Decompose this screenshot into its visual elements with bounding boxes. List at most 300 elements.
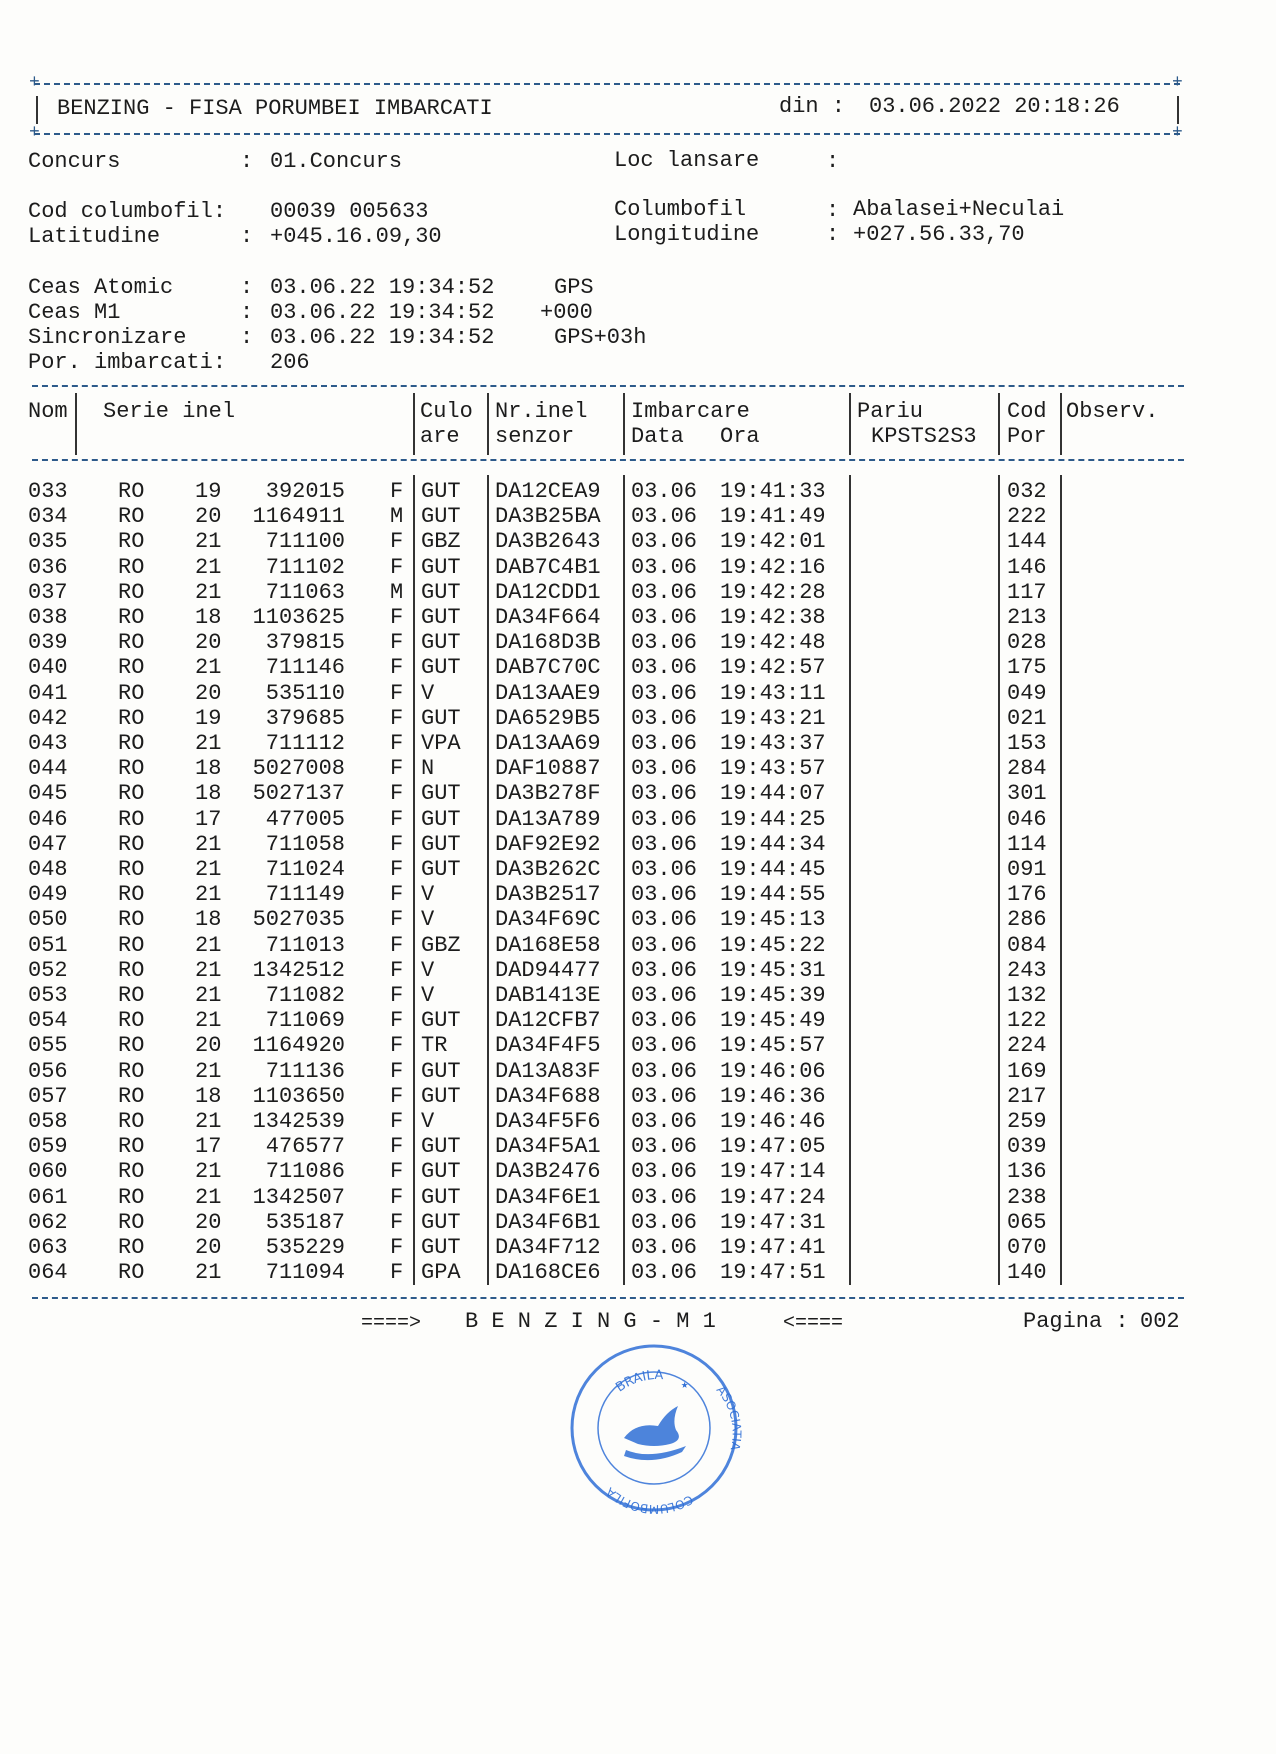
din-label: din : (779, 94, 846, 119)
stamp-top-text: BRAILA (613, 1368, 664, 1396)
cell-an: 19 (195, 479, 222, 504)
cell-cod: 136 (1007, 1159, 1047, 1184)
cell-ora: 19:43:11 (720, 681, 826, 706)
cell-sex: M (390, 580, 404, 605)
cell-data: 03.06 (631, 605, 698, 630)
cell-an: 19 (195, 706, 222, 731)
colon: : (826, 149, 840, 174)
cell-culoare: V (421, 907, 435, 932)
cell-sex: F (390, 1059, 404, 1084)
colon: : (826, 222, 840, 247)
cell-culoare: GUT (421, 807, 461, 832)
cell-senzor: DA12CFB7 (495, 1008, 601, 1033)
cell-culoare: V (421, 882, 435, 907)
por-imbarcati-value: 206 (270, 350, 310, 375)
cell-nom: 054 (28, 1008, 68, 1033)
cell-sex: F (390, 1084, 404, 1109)
stamp-side-text: ASOCIATIA (713, 1382, 744, 1452)
cell-culoare: V (421, 681, 435, 706)
cell-nr: 535187 (265, 1210, 345, 1235)
cell-cod: 301 (1007, 781, 1047, 806)
cell-nr: 711024 (265, 857, 345, 882)
ceas-atomic-label: Ceas Atomic (28, 275, 174, 300)
cell-sex: F (390, 1159, 404, 1184)
cell-sex: F (390, 882, 404, 907)
cell-data: 03.06 (631, 882, 698, 907)
col-header-por: Por (1007, 424, 1047, 449)
cell-cod: 169 (1007, 1059, 1047, 1084)
cell-data: 03.06 (631, 630, 698, 655)
cell-an: 20 (195, 681, 222, 706)
cell-ora: 19:47:05 (720, 1134, 826, 1159)
cell-sex: F (390, 630, 404, 655)
pagina-value: 002 (1140, 1309, 1180, 1334)
col-header-cod: Cod (1007, 399, 1047, 424)
cell-culoare: GPA (421, 1260, 461, 1285)
cell-senzor: DA12CEA9 (495, 479, 601, 504)
cell-an: 21 (195, 731, 222, 756)
cell-nom: 034 (28, 504, 68, 529)
cell-an: 21 (195, 933, 222, 958)
report-datetime: 03.06.2022 20:18:26 (869, 94, 1120, 119)
cell-data: 03.06 (631, 1033, 698, 1058)
cell-senzor: DA34F712 (495, 1235, 601, 1260)
cell-sex: F (390, 983, 404, 1008)
cell-sex: F (390, 1210, 404, 1235)
cell-cod: 224 (1007, 1033, 1047, 1058)
cell-an: 17 (195, 1134, 222, 1159)
cell-data: 03.06 (631, 1210, 698, 1235)
cell-sex: F (390, 1008, 404, 1033)
cell-sex: F (390, 1235, 404, 1260)
cell-nom: 049 (28, 882, 68, 907)
cell-culoare: GBZ (421, 529, 461, 554)
cell-sex: F (390, 1109, 404, 1134)
cell-sex: F (390, 605, 404, 630)
pagina-label: Pagina : (1023, 1309, 1129, 1334)
cell-nr: 1164920 (252, 1033, 345, 1058)
cell-nom: 035 (28, 529, 68, 554)
cell-nom: 057 (28, 1084, 68, 1109)
cell-tara: RO (118, 1109, 145, 1134)
cell-sex: F (390, 1185, 404, 1210)
cell-culoare: GUT (421, 1210, 461, 1235)
cell-nr: 1164911 (252, 504, 345, 529)
cell-ora: 19:45:57 (720, 1033, 826, 1058)
cell-tara: RO (118, 1210, 145, 1235)
cell-data: 03.06 (631, 1159, 698, 1184)
cell-sex: F (390, 756, 404, 781)
cell-sex: F (390, 1260, 404, 1285)
cell-nom: 040 (28, 655, 68, 680)
cell-tara: RO (118, 1084, 145, 1109)
cell-cod: 238 (1007, 1185, 1047, 1210)
cell-senzor: DA13A789 (495, 807, 601, 832)
cell-culoare: GUT (421, 1008, 461, 1033)
colon: : (240, 224, 254, 249)
cell-senzor: DA168CE6 (495, 1260, 601, 1285)
cell-culoare: GUT (421, 1235, 461, 1260)
cell-an: 20 (195, 1033, 222, 1058)
cell-data: 03.06 (631, 555, 698, 580)
cell-nr: 711063 (265, 580, 345, 605)
cell-tara: RO (118, 555, 145, 580)
cell-cod: 122 (1007, 1008, 1047, 1033)
cell-nr: 477005 (265, 807, 345, 832)
cell-ora: 19:47:14 (720, 1159, 826, 1184)
concurs-label: Concurs (28, 149, 121, 174)
cell-tara: RO (118, 983, 145, 1008)
cell-nom: 042 (28, 706, 68, 731)
cell-culoare: GUT (421, 1059, 461, 1084)
cell-an: 21 (195, 1185, 222, 1210)
cell-cod: 049 (1007, 681, 1047, 706)
cell-nom: 047 (28, 832, 68, 857)
cell-nom: 053 (28, 983, 68, 1008)
cell-nom: 060 (28, 1159, 68, 1184)
cell-sex: F (390, 958, 404, 983)
cell-data: 03.06 (631, 807, 698, 832)
cell-data: 03.06 (631, 706, 698, 731)
cell-tara: RO (118, 1059, 145, 1084)
cell-an: 21 (195, 1059, 222, 1084)
cell-sex: M (390, 504, 404, 529)
cell-cod: 070 (1007, 1235, 1047, 1260)
cell-nr: 1342539 (252, 1109, 345, 1134)
stamp-star-icon: ★ (681, 1378, 689, 1392)
cell-ora: 19:43:57 (720, 756, 826, 781)
cell-tara: RO (118, 1185, 145, 1210)
cell-data: 03.06 (631, 580, 698, 605)
cell-nr: 535110 (265, 681, 345, 706)
cell-nom: 041 (28, 681, 68, 706)
cell-ora: 19:47:31 (720, 1210, 826, 1235)
cell-an: 21 (195, 655, 222, 680)
cell-ora: 19:44:34 (720, 832, 826, 857)
cell-tara: RO (118, 1134, 145, 1159)
cell-nr: 711102 (265, 555, 345, 580)
cell-senzor: DA168E58 (495, 933, 601, 958)
cell-data: 03.06 (631, 857, 698, 882)
cell-ora: 19:45:13 (720, 907, 826, 932)
cell-nom: 045 (28, 781, 68, 806)
cell-data: 03.06 (631, 907, 698, 932)
cell-senzor: DA13AA69 (495, 731, 601, 756)
cell-data: 03.06 (631, 731, 698, 756)
ceas-m1-label: Ceas M1 (28, 300, 121, 325)
cell-sex: F (390, 479, 404, 504)
cell-data: 03.06 (631, 1134, 698, 1159)
cell-nr: 711146 (265, 655, 345, 680)
cell-senzor: DAD94477 (495, 958, 601, 983)
cell-culoare: GUT (421, 832, 461, 857)
cell-culoare: TR (421, 1033, 448, 1058)
cell-sex: F (390, 681, 404, 706)
col-header-are: are (420, 424, 460, 449)
cell-cod: 243 (1007, 958, 1047, 983)
cell-culoare: GUT (421, 580, 461, 605)
footer-arrow-left: ====> (361, 1312, 422, 1335)
cell-culoare: GUT (421, 781, 461, 806)
cell-culoare: GUT (421, 1159, 461, 1184)
cell-ora: 19:46:36 (720, 1084, 826, 1109)
cell-nr: 711112 (265, 731, 345, 756)
cell-senzor: DA34F4F5 (495, 1033, 601, 1058)
cell-data: 03.06 (631, 1059, 698, 1084)
cell-ora: 19:44:25 (720, 807, 826, 832)
col-header-observ: Observ. (1066, 399, 1159, 424)
cell-cod: 032 (1007, 479, 1047, 504)
cell-ora: 19:42:16 (720, 555, 826, 580)
ceas-atomic-value: 03.06.22 19:34:52 (270, 275, 495, 300)
association-stamp (566, 1340, 746, 1520)
pigeon-icon (624, 1406, 686, 1460)
cell-ora: 19:43:37 (720, 731, 826, 756)
cell-nr: 711094 (265, 1260, 345, 1285)
cell-sex: F (390, 529, 404, 554)
svg-text:COLUMBOFILA (603, 1484, 696, 1516)
cell-cod: 146 (1007, 555, 1047, 580)
cell-nr: 711058 (265, 832, 345, 857)
cell-senzor: DA34F6B1 (495, 1210, 601, 1235)
cell-ora: 19:45:31 (720, 958, 826, 983)
cell-nr: 711136 (265, 1059, 345, 1084)
cell-ora: 19:42:38 (720, 605, 826, 630)
cell-nom: 037 (28, 580, 68, 605)
colon: : (240, 325, 254, 350)
cell-nr: 711086 (265, 1159, 345, 1184)
cell-cod: 144 (1007, 529, 1047, 554)
cell-nom: 043 (28, 731, 68, 756)
cell-nr: 379685 (265, 706, 345, 731)
cell-nom: 044 (28, 756, 68, 781)
colon: : (240, 149, 254, 174)
cell-tara: RO (118, 1235, 145, 1260)
sincronizare-value: 03.06.22 19:34:52 (270, 325, 495, 350)
cell-culoare: GUT (421, 706, 461, 731)
cell-data: 03.06 (631, 529, 698, 554)
cell-nr: 5027035 (252, 907, 345, 932)
cell-data: 03.06 (631, 681, 698, 706)
cell-nom: 058 (28, 1109, 68, 1134)
cell-tara: RO (118, 832, 145, 857)
ceas-atomic-suffix: GPS (554, 275, 594, 300)
longitudine-value: +027.56.33,70 (853, 222, 1025, 247)
cell-an: 18 (195, 756, 222, 781)
colon: : (240, 275, 254, 300)
sincronizare-suffix: GPS+03h (554, 325, 647, 350)
cell-senzor: DA3B278F (495, 781, 601, 806)
cell-senzor: DA34F5F6 (495, 1109, 601, 1134)
cell-data: 03.06 (631, 1235, 698, 1260)
cell-nr: 1103625 (252, 605, 345, 630)
cell-data: 03.06 (631, 655, 698, 680)
cell-senzor: DAF10887 (495, 756, 601, 781)
ceas-m1-value: 03.06.22 19:34:52 (270, 300, 495, 325)
cell-culoare: V (421, 983, 435, 1008)
cell-senzor: DA6529B5 (495, 706, 601, 731)
cell-nom: 038 (28, 605, 68, 630)
latitudine-value: +045.16.09,30 (270, 224, 442, 249)
cell-an: 21 (195, 857, 222, 882)
latitudine-label: Latitudine (28, 224, 161, 249)
cell-cod: 175 (1007, 655, 1047, 680)
cell-data: 03.06 (631, 958, 698, 983)
cell-sex: F (390, 1033, 404, 1058)
cell-sex: F (390, 781, 404, 806)
cell-culoare: V (421, 1109, 435, 1134)
cell-tara: RO (118, 580, 145, 605)
cell-ora: 19:44:45 (720, 857, 826, 882)
cell-culoare: VPA (421, 731, 461, 756)
cell-cod: 039 (1007, 1134, 1047, 1159)
cell-an: 18 (195, 605, 222, 630)
col-header-kpsts: KPSTS2S3 (871, 424, 977, 449)
cell-tara: RO (118, 1260, 145, 1285)
cell-data: 03.06 (631, 1008, 698, 1033)
cell-senzor: DA34F688 (495, 1084, 601, 1109)
concurs-value: 01.Concurs (270, 149, 403, 174)
cell-data: 03.06 (631, 933, 698, 958)
cell-tara: RO (118, 529, 145, 554)
cell-culoare: GUT (421, 1185, 461, 1210)
cell-tara: RO (118, 857, 145, 882)
col-header-imbarcare: Imbarcare (631, 399, 750, 424)
cell-nom: 064 (28, 1260, 68, 1285)
cell-cod: 028 (1007, 630, 1047, 655)
columbofil-label: Columbofil (614, 197, 747, 222)
cell-ora: 19:42:57 (720, 655, 826, 680)
cell-an: 17 (195, 807, 222, 832)
cell-nr: 1103650 (252, 1084, 345, 1109)
cell-tara: RO (118, 756, 145, 781)
cell-cod: 222 (1007, 504, 1047, 529)
cell-ora: 19:42:48 (720, 630, 826, 655)
cell-data: 03.06 (631, 832, 698, 857)
cell-tara: RO (118, 958, 145, 983)
cell-sex: F (390, 1134, 404, 1159)
cell-ora: 19:46:46 (720, 1109, 826, 1134)
cell-an: 21 (195, 1260, 222, 1285)
cell-ora: 19:47:41 (720, 1235, 826, 1260)
cell-tara: RO (118, 479, 145, 504)
cell-nr: 392015 (265, 479, 345, 504)
cell-senzor: DA34F69C (495, 907, 601, 932)
cell-data: 03.06 (631, 479, 698, 504)
cell-nr: 1342512 (252, 958, 345, 983)
cell-nom: 048 (28, 857, 68, 882)
cell-nom: 050 (28, 907, 68, 932)
cell-cod: 284 (1007, 756, 1047, 781)
cell-tara: RO (118, 1033, 145, 1058)
cell-culoare: V (421, 958, 435, 983)
cell-ora: 19:42:01 (720, 529, 826, 554)
cell-tara: RO (118, 731, 145, 756)
cell-nr: 535229 (265, 1235, 345, 1260)
cell-ora: 19:42:28 (720, 580, 826, 605)
cell-an: 21 (195, 555, 222, 580)
cell-culoare: GUT (421, 504, 461, 529)
loc-lansare-label: Loc lansare (614, 148, 760, 173)
cell-tara: RO (118, 504, 145, 529)
cell-tara: RO (118, 882, 145, 907)
cell-nom: 059 (28, 1134, 68, 1159)
col-header-pariu: Pariu (857, 399, 924, 424)
cell-tara: RO (118, 605, 145, 630)
cell-nr: 711082 (265, 983, 345, 1008)
cell-nr: 1342507 (252, 1185, 345, 1210)
por-imbarcati-label: Por. imbarcati: (28, 350, 227, 375)
cell-ora: 19:45:49 (720, 1008, 826, 1033)
cell-ora: 19:45:22 (720, 933, 826, 958)
cell-nr: 476577 (265, 1134, 345, 1159)
cell-cod: 286 (1007, 907, 1047, 932)
cell-ora: 19:47:51 (720, 1260, 826, 1285)
cell-sex: F (390, 655, 404, 680)
col-header-ora: Ora (720, 424, 760, 449)
cell-an: 18 (195, 1084, 222, 1109)
cell-senzor: DA13A83F (495, 1059, 601, 1084)
cell-cod: 259 (1007, 1109, 1047, 1134)
cell-ora: 19:43:21 (720, 706, 826, 731)
cell-nom: 056 (28, 1059, 68, 1084)
cell-culoare: GUT (421, 479, 461, 504)
cell-culoare: GUT (421, 857, 461, 882)
cell-senzor: DA3B2517 (495, 882, 601, 907)
cell-cod: 217 (1007, 1084, 1047, 1109)
col-header-data: Data (631, 424, 684, 449)
cell-senzor: DAB1413E (495, 983, 601, 1008)
stamp-seal (566, 1340, 746, 1520)
cell-tara: RO (118, 933, 145, 958)
cell-cod: 117 (1007, 580, 1047, 605)
cell-ora: 19:46:06 (720, 1059, 826, 1084)
colon: : (826, 198, 840, 223)
cell-nr: 379815 (265, 630, 345, 655)
cell-an: 21 (195, 1008, 222, 1033)
cell-an: 21 (195, 882, 222, 907)
cell-data: 03.06 (631, 756, 698, 781)
cell-culoare: GUT (421, 1084, 461, 1109)
cell-senzor: DA13AAE9 (495, 681, 601, 706)
cell-sex: F (390, 706, 404, 731)
cell-tara: RO (118, 706, 145, 731)
cell-data: 03.06 (631, 504, 698, 529)
cell-culoare: GUT (421, 555, 461, 580)
cell-senzor: DA3B262C (495, 857, 601, 882)
cell-senzor: DA12CDD1 (495, 580, 601, 605)
cell-nom: 055 (28, 1033, 68, 1058)
longitudine-label: Longitudine (614, 222, 760, 247)
col-header-nom: Nom (28, 399, 68, 424)
cell-cod: 176 (1007, 882, 1047, 907)
stamp-bottom-text: COLUMBOFILA (603, 1484, 696, 1517)
cod-columbofil-value: 00039 005633 (270, 199, 429, 224)
cell-senzor: DA3B25BA (495, 504, 601, 529)
cell-nr: 5027008 (252, 756, 345, 781)
cell-cod: 153 (1007, 731, 1047, 756)
cell-tara: RO (118, 1008, 145, 1033)
cell-nom: 046 (28, 807, 68, 832)
cell-senzor: DAF92E92 (495, 832, 601, 857)
cell-nr: 711100 (265, 529, 345, 554)
cell-an: 21 (195, 1109, 222, 1134)
cell-sex: F (390, 731, 404, 756)
cell-an: 20 (195, 1235, 222, 1260)
cell-an: 18 (195, 781, 222, 806)
footer-brand: B E N Z I N G - M 1 (465, 1309, 716, 1334)
cell-ora: 19:41:33 (720, 479, 826, 504)
